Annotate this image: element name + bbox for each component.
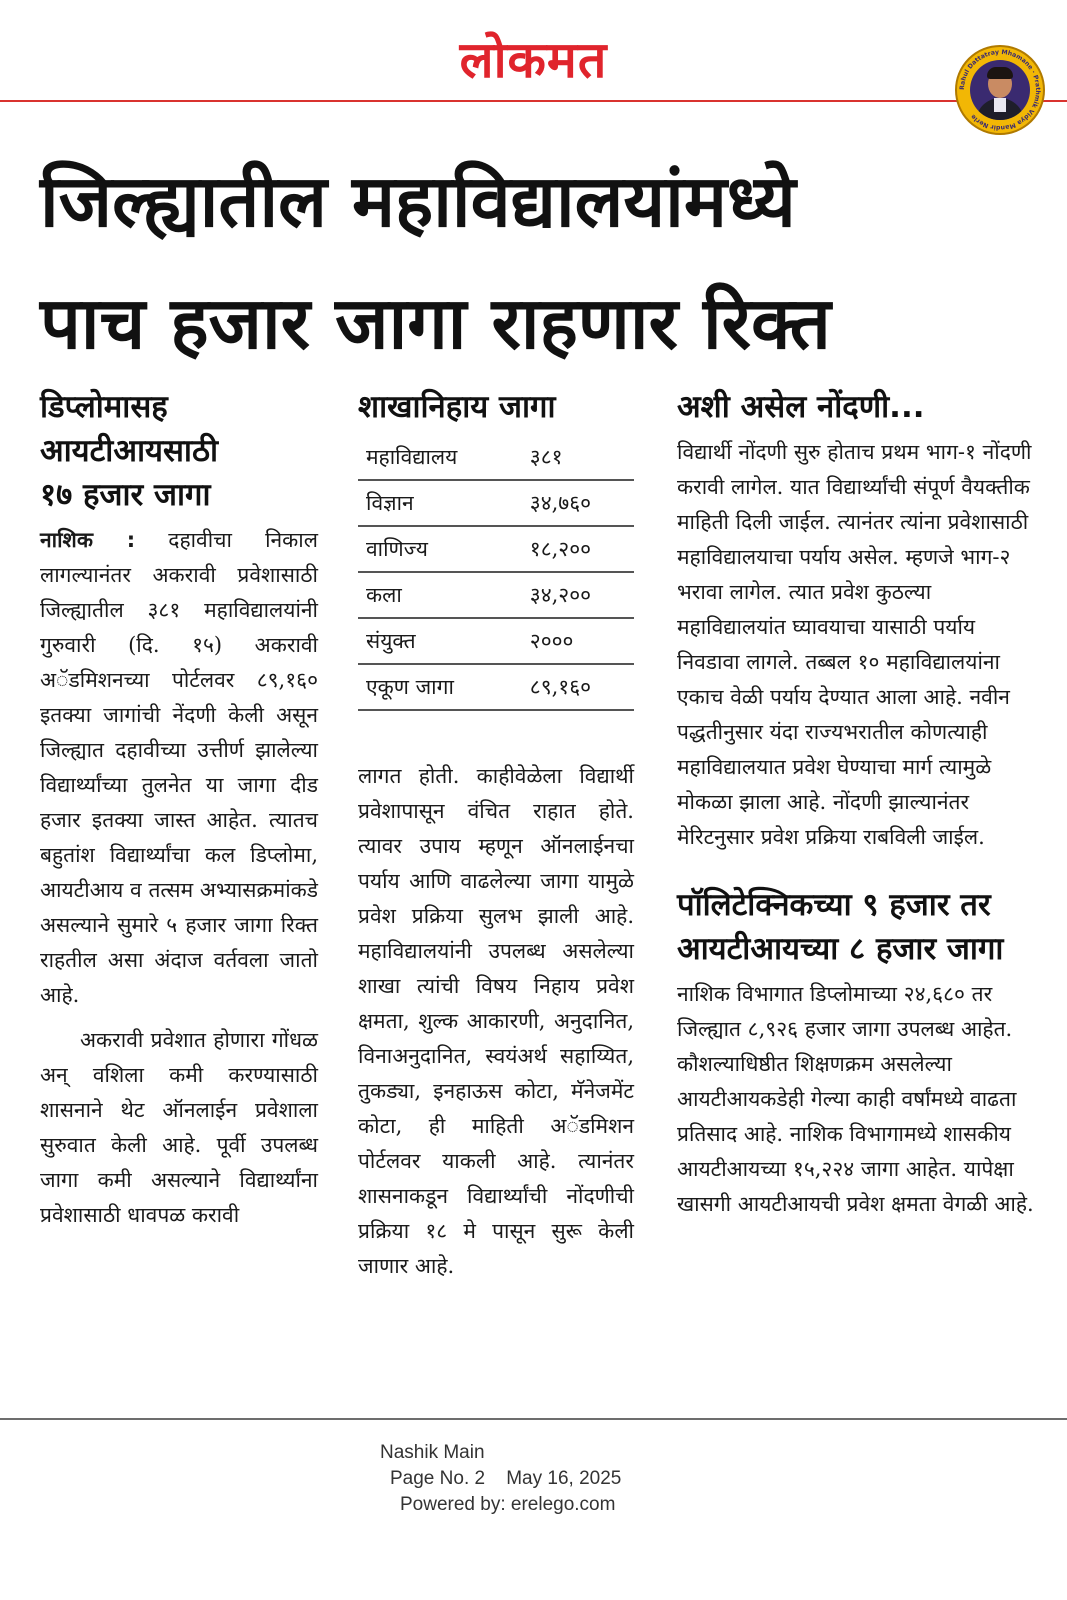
table-value: ३८१ (510, 435, 634, 480)
table-value: ३४,७६० (510, 480, 634, 526)
col2-paragraph: लागत होती. काहीवेळेला विद्यार्थी प्रवेशापासून वंचित राहात होते. त्यावर उपाय म्हणून ऑनलाईनचा पर्याय आणि वाढलेल्या जागा यामुळे प्रवेश प्रक्रिया सुलभ झाली आहे. महाविद्यालयांनी उपलब्ध असलेल्या शाखा त्यांची विषय निहाय प्रवेश क्षमता, शुल्क आकारणी, अनुदानित, विनाअनुदानित, स्वयंअर्थ सहाय्यित, तुकड्या, इनहाऊस कोटा, मॅनेजमेंट कोटा, ही माहिती अॅडमिशन पोर्टलवर याकली आहे. त्यानंतर शासनाकडून विद्यार्थ्यांची नोंदणीची प्रक्रिया १८ मे पासून सुरू केली जाणार आहे. (358, 764, 634, 1278)
col1-subhead-line-3: १७ हजार जागा (40, 477, 211, 513)
table-label: संयुक्त (358, 618, 510, 664)
col3-subhead-2 (677, 883, 1042, 971)
col3-subhead-1: अशी असेल नोंदणी... (677, 389, 925, 425)
table-row (358, 480, 634, 526)
table-label: एकूण जागा (358, 664, 510, 710)
table-value: १८,२०० (510, 526, 634, 572)
page-info (390, 1466, 621, 1491)
col3-subhead-2-line-1: पॉलिटेक्निकच्या ९ हजार तर (677, 887, 991, 923)
page-number: Page No. 2 (390, 1468, 486, 1489)
badge-ring-text (957, 47, 1043, 133)
svg-text:Rahul Dattatray Mhamane · Prat (959, 49, 1041, 131)
table-row (358, 526, 634, 572)
newspaper-logo: लोकमत (459, 31, 608, 89)
col1-subhead-line-1: डिप्लोमासह (40, 389, 168, 425)
table-row (358, 435, 634, 480)
edition-name: Nashik Main (380, 1442, 485, 1463)
column-2 (358, 385, 634, 1284)
table-label: महाविद्यालय (358, 435, 510, 480)
col1-subhead (40, 385, 318, 517)
table-label: कला (358, 572, 510, 618)
headline-line-1: जिल्ह्यातील महाविद्यालयांमध्ये (40, 159, 796, 243)
col1-subhead-line-2: आयटीआयसाठी (40, 433, 219, 469)
badge-caption: Rahul Dattatray Mhamane · Prathmik Vidya Mandir Nerle (958, 48, 1042, 132)
masthead-rule (0, 100, 1067, 102)
table-value: ८९,१६० (510, 664, 634, 710)
col3-paragraph-2: नाशिक विभागात डिप्लोमाच्या २४,६८० तर जिल्ह्यात ८,९२६ हजार जागा उपलब्ध आहेत. कौशल्याधिष्ठीत शिक्षणक्रम असलेल्या आयटीआयकडेही गेल्या काही वर्षांमध्ये वाढता प्रतिसाद आहे. नाशिक विभागामध्ये शासकीय आयटीआयच्या १५,२२४ जागा आहेत. यापेक्षा खासगी आयटीआयची प्रवेश क्षमता वेगळी आहे. (677, 982, 1034, 1216)
column-1 (40, 385, 318, 1233)
col1-paragraph-2: अकरावी प्रवेशात होणारा गोंधळ अन् वशिला कमी करण्यासाठी शासनाने थेट ऑनलाईन प्रवेशाला सुरुवात केली आहे. पूर्वी उपलब्ध जागा कमी असल्याने विद्यार्थ्यांना प्रवेशासाठी धावपळ करावी (40, 1028, 318, 1227)
col1-paragraph-1-text: दहावीचा निकाल लागल्यानंतर अकरावी प्रवेशासाठी जिल्ह्यातील ३८१ महाविद्यालयांनी गुरुवारी (दि. १५) अकरावी अॅडमिशनच्या पोर्टलवर ८९,१६० इतक्या जागांची नेंदणी केली असून जिल्ह्यात दहावीच्या उत्तीर्ण झालेल्या विद्यार्थ्यांच्या तुलनेत या जागा दीड हजार इतक्या जास्त आहेत. त्यातच बहुतांश विद्यार्थ्यांचा कल डिप्लोमा, आयटीआय व तत्सम अभ्यासक्रमांकडे असल्याने सुमारे ५ हजार जागा रिक्त राहतील असा अंदाज वर्तवला जातो आहे. (40, 528, 318, 1007)
table-label: विज्ञान (358, 480, 510, 526)
headline-line-2: पाच हजार जागा राहणार रिक्त (40, 281, 831, 365)
col2-subhead: शाखानिहाय जागा (358, 389, 556, 425)
profile-badge (955, 45, 1045, 135)
branch-seats-table (358, 435, 634, 711)
powered-by: Powered by: erelego.com (400, 1494, 616, 1515)
footer-rule (0, 1418, 1067, 1420)
col1-paragraph-1 (40, 523, 318, 1013)
table-row (358, 618, 634, 664)
table-value: २००० (510, 618, 634, 664)
col3-subhead-2-line-2: आयटीआयच्या ८ हजार जागा (677, 931, 1004, 967)
col3-paragraph-1: विद्यार्थी नोंदणी सुरु होताच प्रथम भाग-१ नोंदणी करावी लागेल. यात विद्यार्थ्यांची संपूर्ण वैयक्तीक माहिती दिली जाईल. त्यानंतर त्यांना प्रवेशासाठी महाविद्यालयाचा पर्याय असेल. म्हणजे भाग-२ भरावा लागेल. त्यात प्रवेश कुठल्या महाविद्यालयांत घ्यावयाचा यासाठी पर्याय निवडावा लागले. तब्बल १० महाविद्यालयांना एकाच वेळी पर्याय देण्यात आला आहे. नवीन पद्धतीनुसार यंदा राज्यभरातील कोणत्याही महाविद्यालयात प्रवेश घेण्याचा मार्ग त्यामुळे मोकळा झाला आहे. नोंदणी झाल्यानंतर मेरिटनुसार प्रवेश प्रक्रिया राबविली जाईल. (677, 440, 1032, 849)
table-value: ३४,२०० (510, 572, 634, 618)
column-3 (677, 385, 1042, 1222)
publish-date: May 16, 2025 (506, 1468, 622, 1489)
table-label: वाणिज्य (358, 526, 510, 572)
masthead (0, 0, 1067, 132)
headline (40, 140, 1040, 384)
table-row (358, 572, 634, 618)
table-row (358, 664, 634, 710)
dateline: नाशिक : (40, 528, 136, 552)
